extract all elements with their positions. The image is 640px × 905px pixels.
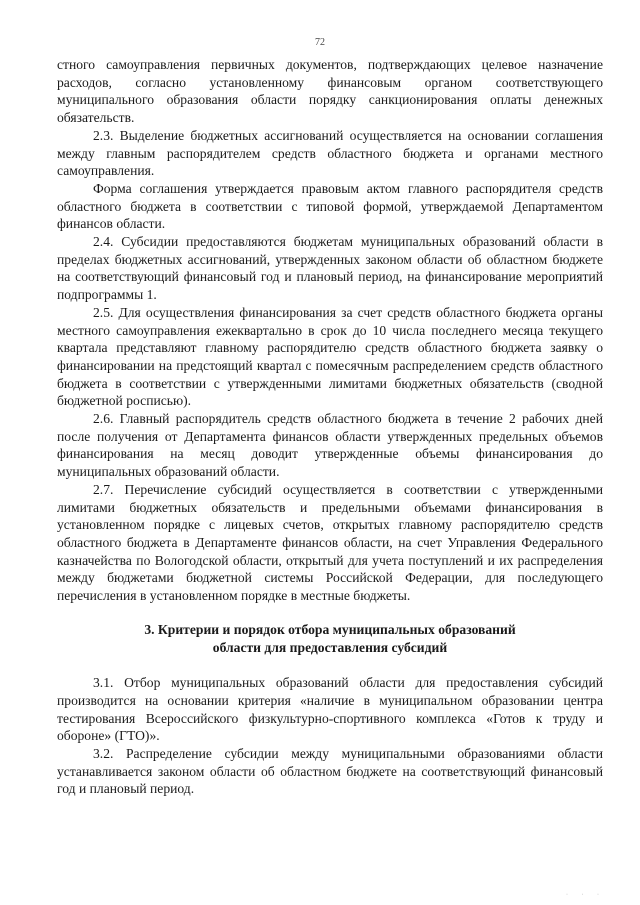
paragraph-continuation: стного самоуправления первичных документов, подтверждающих целевое назначение расходов, согласно установленному финансовым органом соответствующего муниципального образования области порядку санкционирования оплаты денежных обязательств. — [57, 57, 603, 126]
paragraph-agreement-form: Форма соглашения утверждается правовым актом главного распорядителя средств областного бюджета в соответствии с типовой формой, утверждаемой Департаментом финансов области. — [57, 180, 603, 232]
page-number: 72 — [315, 37, 325, 48]
scan-specks: · · · — [566, 892, 605, 898]
paragraph-3-1: 3.1. Отбор муниципальных образований области для предоставления субсидий производится на основании критерия «наличие в муниципальном образовании центра тестирования Всероссийского физкультурно-спортивного комплекса «Готов к труду и обороне» (ГТО)». — [57, 675, 603, 744]
paragraph-2-3: 2.3. Выделение бюджетных ассигнований осуществляется на основании соглашения между главным распорядителем средств областного бюджета и органами местного самоуправления. — [57, 127, 603, 179]
document-body — [57, 56, 603, 798]
section-3-heading-line-1: 3. Критерии и порядок отбора муниципальных образований — [144, 621, 516, 637]
paragraph-2-5: 2.5. Для осуществления финансирования за счет средств областного бюджета органы местного самоуправления ежеквартально в срок до 10 числа последнего месяца текущего квартала представляют главному распорядителю средств областного бюджета заявку о финансировании на предстоящий квартал с помесячным распределением средств областного бюджета в соответствии с утвержденными лимитами бюджетных обязательств (сводной бюджетной росписью). — [57, 304, 603, 409]
paragraph-2-6: 2.6. Главный распорядитель средств областного бюджета в течение 2 рабочих дней после получения от Департамента финансов области утвержденных предельных объемов финансирования на месяц доводит утвержденные объемы финансирования до муниципальных образований области. — [57, 411, 603, 480]
paragraph-2-4: 2.4. Субсидии предоставляются бюджетам муниципальных образований области в пределах бюджетных ассигнований, утвержденных законом области об областном бюджете на соответствующий финансовый год и плановый период, на финансирование мероприятий подпрограммы 1. — [57, 234, 603, 303]
section-3-heading — [57, 621, 603, 656]
paragraph-2-7: 2.7. Перечисление субсидий осуществляется в соответствии с утвержденными лимитами бюджетных обязательств и предельными объемами финансирования в установленном порядке с лицевых счетов, открытых главному распорядителю средств областного бюджета в Департаменте финансов области, на счет Управления Федерального казначейства по Вологодской области, открытый для учета поступлений и их распределения между бюджетами бюджетной системы Российской Федерации, для последующего перечисления в установленном порядке в местные бюджеты. — [57, 481, 603, 604]
section-3-heading-line-2: области для предоставления субсидий — [212, 639, 448, 655]
paragraph-3-2: 3.2. Распределение субсидии между муниципальными образованиями области устанавливается законом области об областном бюджете на соответствующий финансовый год и плановый период. — [57, 746, 603, 797]
